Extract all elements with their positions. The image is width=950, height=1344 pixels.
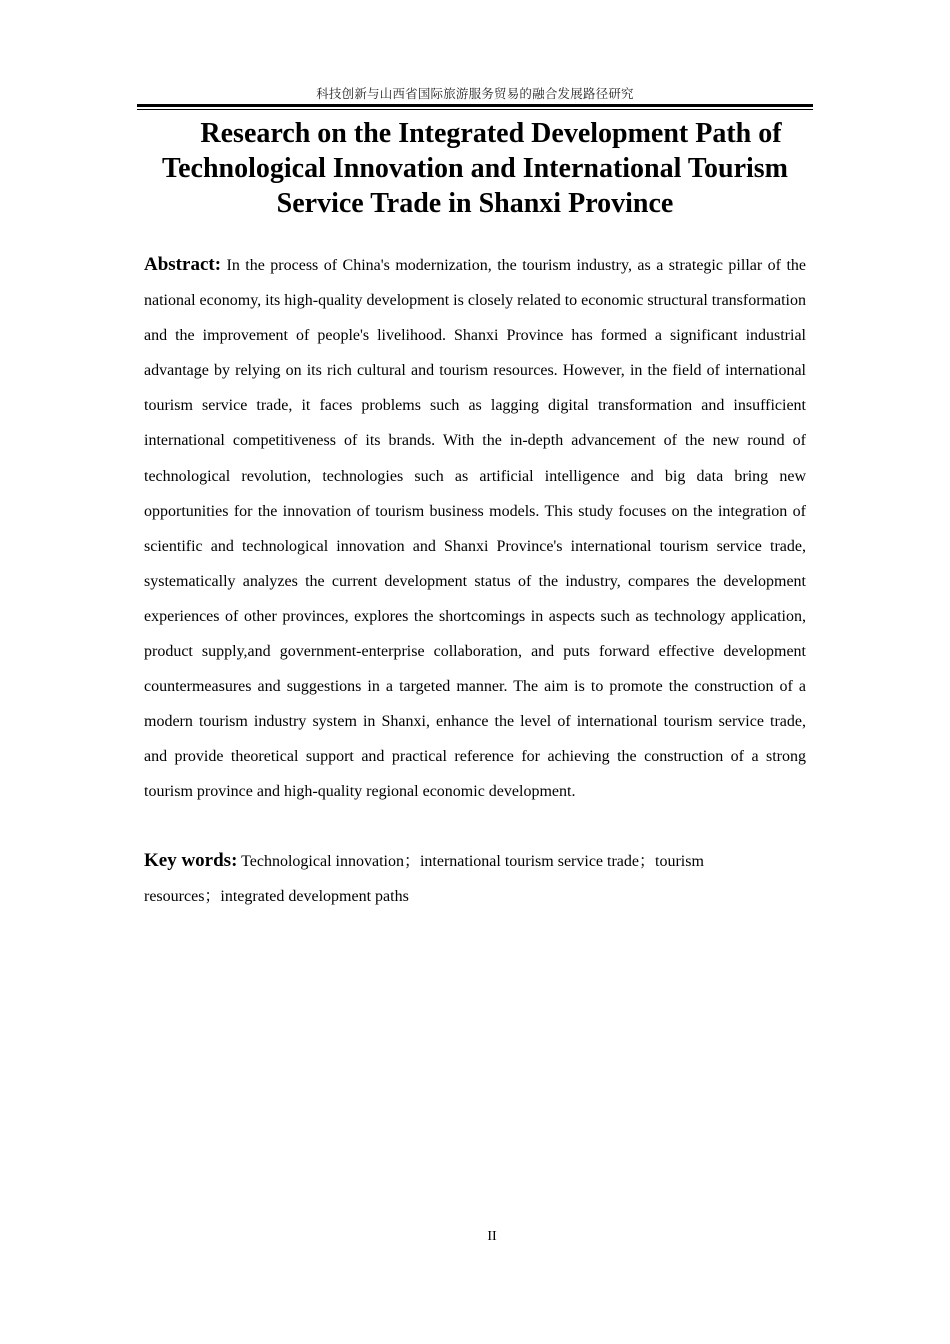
abstract-text: In the process of China's modernization, the tourism industry, as a strategic pillar of the national economy, its high-quality development is closely related to economic structural transformation and the improvement of people's livelihood. Shanxi Province has formed a significant industrial advantage by relying on its rich cultural and tourism resources. However, in the field of international tourism service trade, it faces problems such as lagging digital transformation and insufficient international competitiveness of its brands. With the in-depth advancement of the new round of technological revolution, technologies such as artificial intelligence and big data bring new opportunities for the innovation of tourism business models. This study focuses on the integration of scientific and technological innovation and Shanxi Province's international tourism service trade, systematically analyzes the current development status of the industry, compares the development experiences of other provinces, explores the shortcomings in aspects such as technology application, product supply,and government-enterprise collaboration, and puts forward effective development countermeasures and suggestions in a targeted manner. The aim is to promote the construction of a modern tourism industry system in Shanxi, enhance the level of international tourism service trade, and provide theoretical support and practical reference for achieving the construction of a strong tourism province and high-quality regional economic development. bbox=[144, 257, 806, 801]
keywords-label: Key words: bbox=[144, 850, 238, 871]
abstract-paragraph bbox=[144, 247, 806, 810]
running-header: 科技创新与山西省国际旅游服务贸易的融合发展路径研究 bbox=[316, 86, 634, 101]
paper-title-text: Research on the Integrated Development Path of Technological Innovation and International Tourism Service Trade in Shanxi Province bbox=[161, 118, 788, 219]
keywords-paragraph bbox=[144, 843, 744, 914]
page-number: II bbox=[487, 1229, 497, 1244]
abstract-label: Abstract: bbox=[144, 254, 222, 275]
keywords-text: Technological innovation；international tourism service trade；tourism resources；integrated development paths bbox=[144, 853, 704, 905]
header-rule-thin bbox=[137, 109, 813, 110]
header-rule bbox=[137, 104, 813, 107]
paper-title bbox=[144, 116, 806, 221]
